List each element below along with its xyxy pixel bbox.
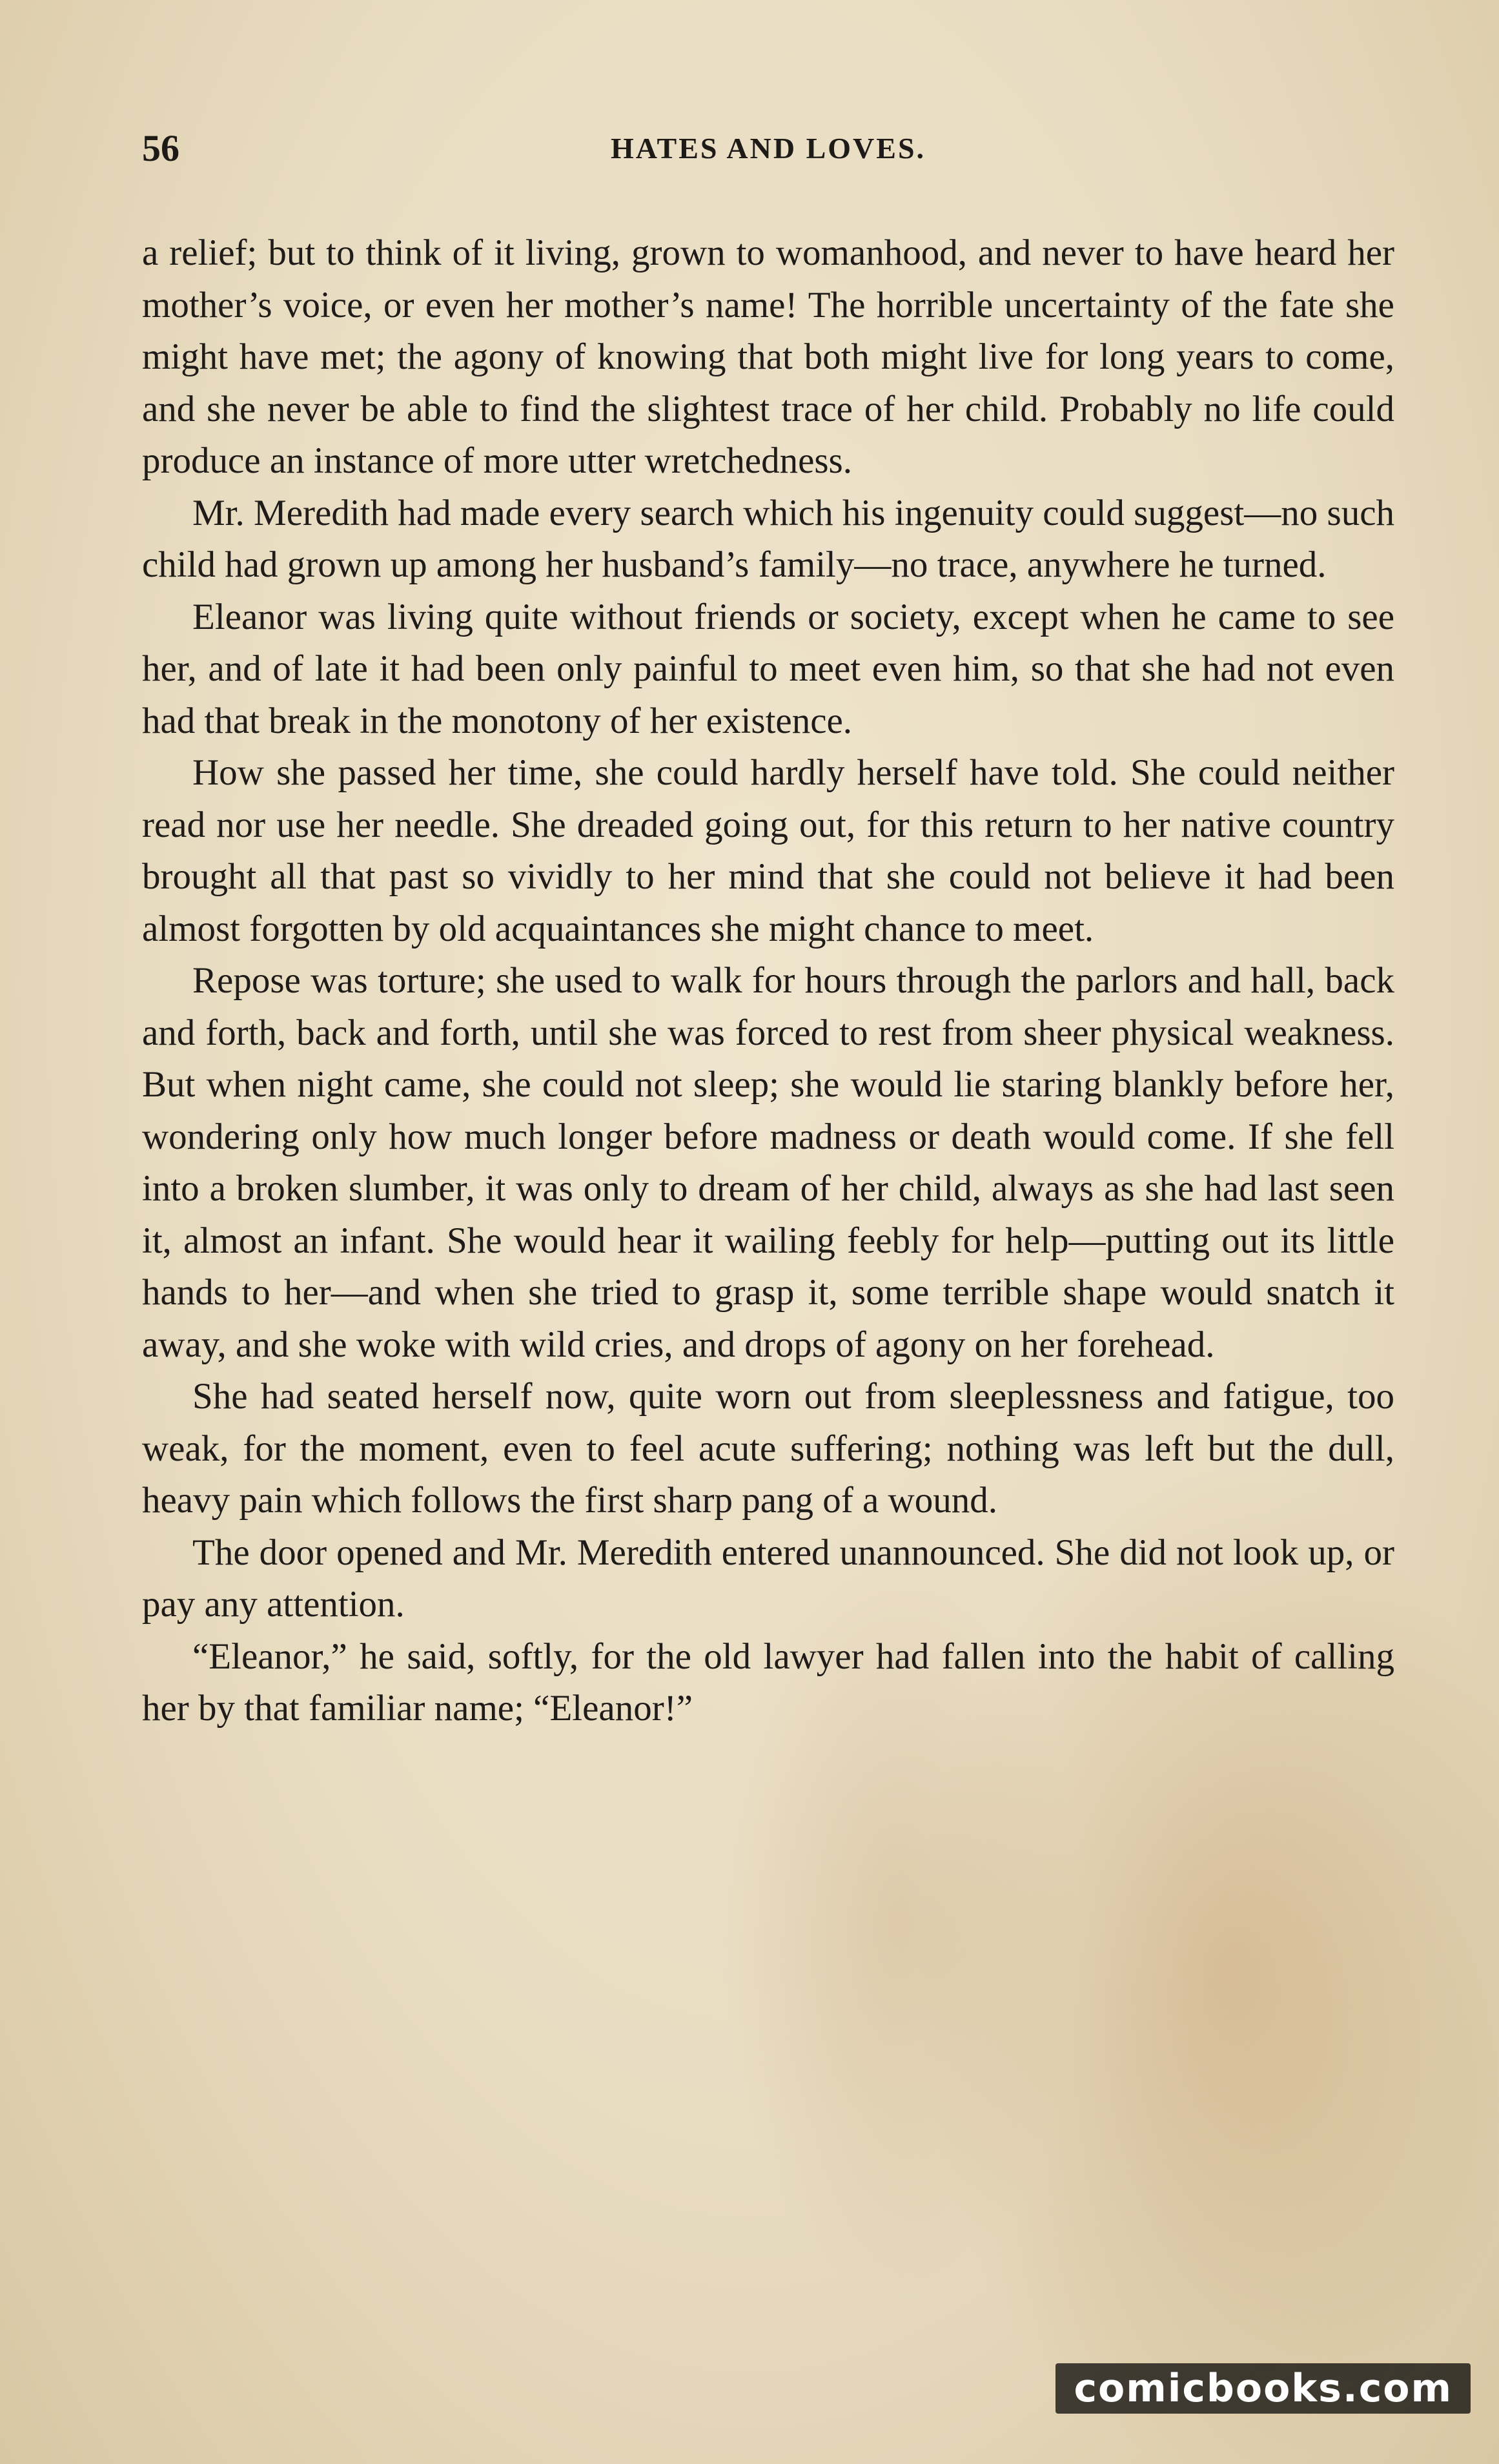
running-head: HATES AND LOVES. [610,132,926,165]
paragraph: Repose was torture; she used to walk for hours through the parlors and hall, back and forth, back and forth, until she was forced to rest from sheer physical weakness. But when night came, she could not sleep; she would lie staring blankly before her, wondering only how much longer before madness or death would come. If she fell into a broken slumber, it was only to dream of her child, always as she had last seen it, almost an infant. She would hear it wailing feebly for help—putting out its little hands to her—and when she tried to grasp it, some terrible shape would snatch it away, and she woke with wild cries, and drops of agony on her forehead. [142,960,1394,1365]
paragraph: a relief; but to think of it living, grown to womanhood, and never to have heard her mother’s voice, or even her mother’s name! The horrible uncertainty of the fate she might have met; the agony of knowing that both might live for long years to come, and she never be able to find the slightest trace of her child. Probably no life could produce an instance of more utter wretchedness. [142,232,1394,481]
body-text [142,227,1394,1735]
page-number: 56 [142,127,179,169]
watermark-label: comicbooks.com [1055,2363,1471,2414]
paragraph: Mr. Meredith had made every search which his ingenuity could suggest—no such child had grown up among her husband’s family—no trace, anywhere he turned. [142,492,1394,585]
paragraph: How she passed her time, she could hardly herself have told. She could neither read nor use her needle. She dreaded going out, for this return to her native country brought all that past so vividly to her mind that she could not believe it had been almost forgotten by old acquaintances she might chance to meet. [142,752,1394,949]
paragraph: The door opened and Mr. Meredith entered unannounced. She did not look up, or pay any attention. [142,1532,1394,1625]
page-header [142,123,1394,174]
paragraph: Eleanor was living quite without friends or society, except when he came to see her, and of late it had been only painful to meet even him, so that she had not even had that break in the monotony of her existence. [142,596,1394,741]
paragraph: She had seated herself now, quite worn out from sleeplessness and fatigue, too weak, for the moment, even to feel acute suffering; nothing was left but the dull, heavy pain which follows the first sharp pang of a wound. [142,1376,1394,1521]
paragraph: “Eleanor,” he said, softly, for the old lawyer had fallen into the habit of calling her by that familiar name; “Eleanor!” [142,1636,1394,1729]
